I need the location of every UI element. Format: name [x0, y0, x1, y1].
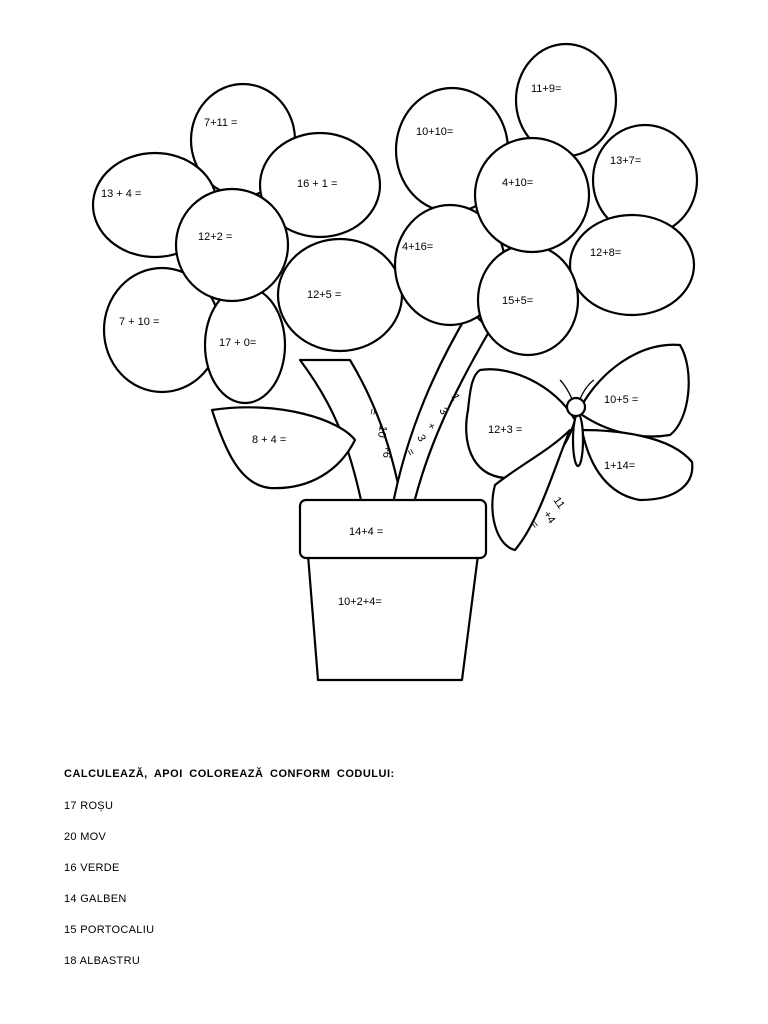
left-flower — [93, 84, 402, 403]
exercise-label: 11+9= — [531, 83, 562, 95]
pot-body — [308, 555, 478, 680]
exercise-label: 4+16= — [402, 241, 434, 253]
butterfly-wing — [578, 345, 689, 437]
color-code-item — [64, 955, 140, 967]
exercise-label: 1+14= — [604, 460, 636, 472]
code-number: 17 — [64, 800, 77, 812]
code-number: 14 — [64, 893, 77, 905]
code-color: PORTOCALIU — [80, 924, 155, 936]
code-number: 15 — [64, 924, 77, 936]
exercise-label: 12+5 = — [307, 289, 342, 301]
code-color: ALBASTRU — [79, 955, 141, 967]
code-color: MOV — [80, 831, 107, 843]
exercise-label: 3 — [414, 432, 428, 444]
color-code-item — [64, 862, 120, 874]
exercise-label: 13+7= — [610, 155, 642, 167]
flower-center — [176, 189, 288, 301]
color-code-item — [64, 831, 106, 843]
exercise-label: + — [424, 420, 438, 433]
exercise-label: 10+10= — [416, 126, 454, 138]
pot-rim — [300, 500, 486, 558]
leaf — [212, 407, 355, 488]
exercise-label: 3 — [436, 405, 450, 417]
butterfly-body — [573, 414, 583, 466]
exercise-label: 12+8= — [590, 247, 622, 259]
exercise-label: 8 + 4 = — [252, 434, 287, 446]
flower-center — [475, 138, 589, 252]
code-number: 18 — [64, 955, 77, 967]
code-color: VERDE — [80, 862, 120, 874]
code-number: 20 — [64, 831, 77, 843]
exercise-label: 10 — [374, 424, 389, 439]
color-code-item — [64, 800, 113, 812]
code-color: GALBEN — [80, 893, 127, 905]
exercise-label: 11 — [550, 494, 567, 512]
exercise-label: 13 + 4 = — [101, 188, 142, 200]
butterfly-antenna — [560, 380, 572, 399]
butterfly-wing — [582, 430, 692, 500]
exercise-label: +4 — [540, 508, 558, 526]
exercise-label: = — [403, 446, 417, 459]
exercise-label: 16 + 1 = — [297, 178, 338, 190]
exercise-label: 15+5= — [502, 295, 534, 307]
exercise-label: = — [527, 518, 542, 531]
code-color: ROȘU — [80, 800, 114, 812]
petal — [570, 215, 694, 315]
exercise-label: 14+4 = — [349, 526, 384, 538]
exercise-label: 12+2 = — [198, 231, 233, 243]
exercise-label: 4+10= — [502, 177, 534, 189]
exercise-label: 17 + 0= — [219, 337, 257, 349]
instructions-title: CALCULEAZĂ, APOI COLOREAZĂ CONFORM CODULUI: — [64, 768, 395, 780]
code-number: 16 — [64, 862, 77, 874]
exercise-label: 10+5 = — [604, 394, 639, 406]
exercise-label: 10+2+4= — [338, 596, 382, 608]
butterfly-head — [567, 398, 585, 416]
butterfly — [466, 345, 692, 550]
exercise-label: 12+3 = — [488, 424, 523, 436]
exercise-label: 1 — [448, 391, 462, 403]
exercise-label: = — [365, 407, 379, 416]
color-code-item — [64, 893, 127, 905]
exercise-label: 7 + 10 = — [119, 316, 160, 328]
exercise-label: +6 — [379, 444, 394, 459]
exercise-label: 7+11 = — [204, 117, 238, 129]
color-code-item — [64, 924, 154, 936]
